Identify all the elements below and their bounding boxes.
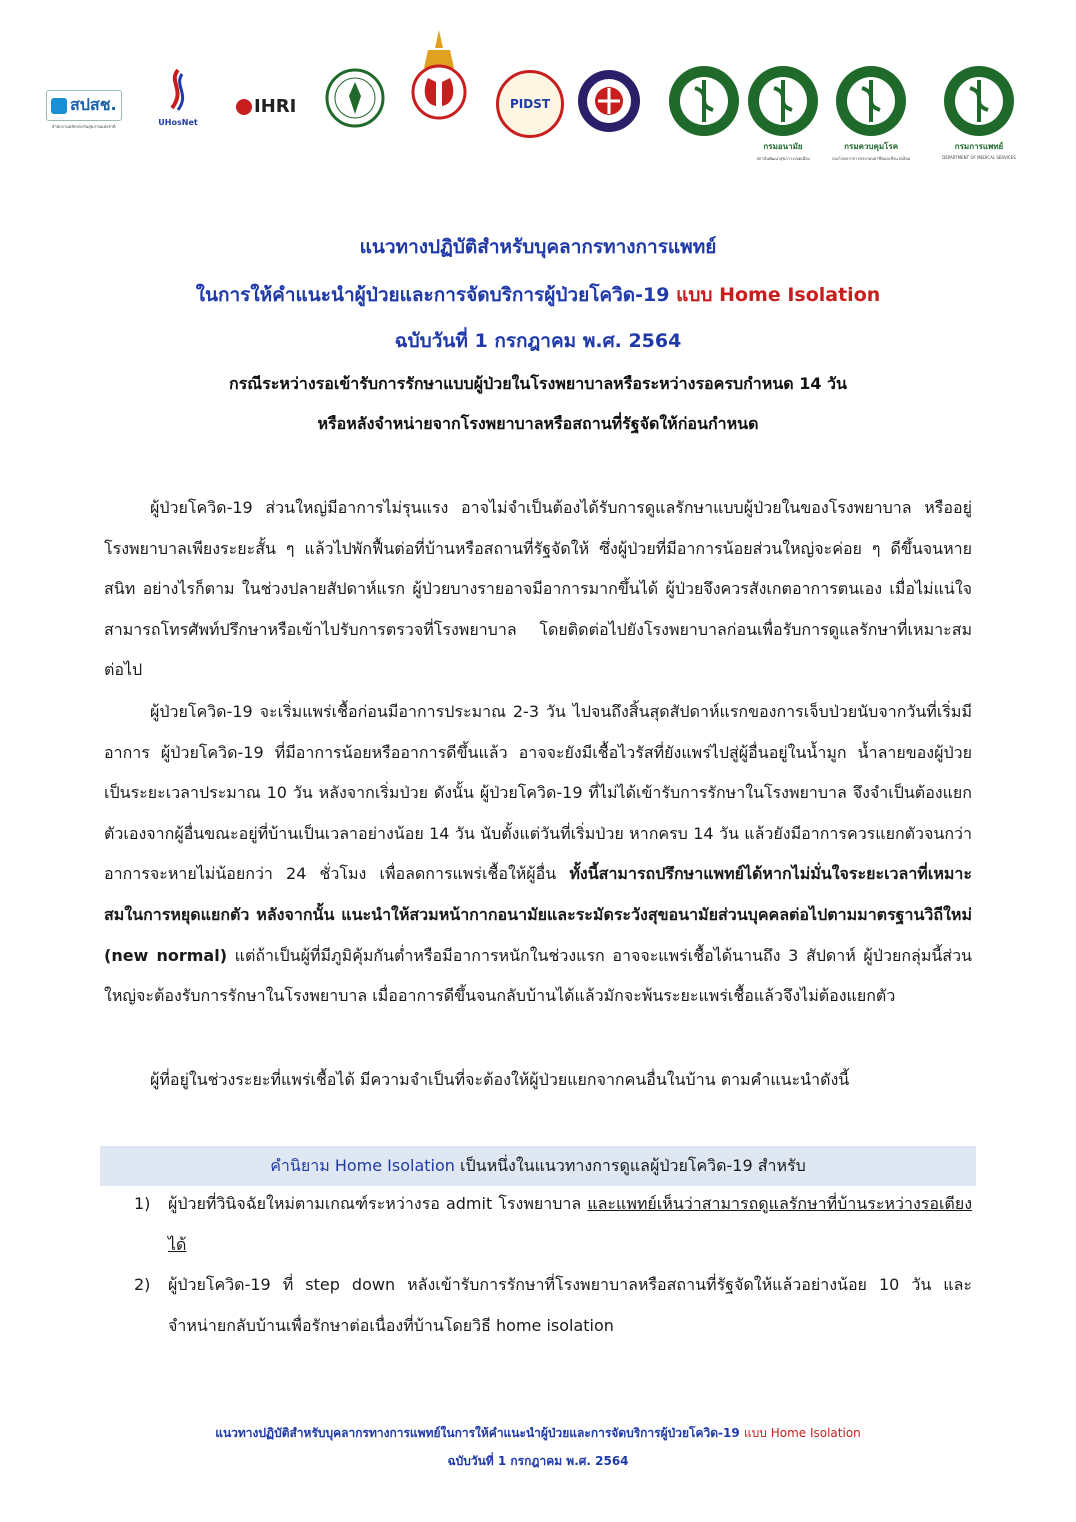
thoracic-society-logo (408, 28, 470, 128)
definition-bar (100, 1146, 976, 1186)
nhso-logo-text: สปสช. (70, 95, 117, 114)
logo-row (40, 28, 1040, 161)
list-item-text: ผู้ป่วยโควิด-19 ที่ step down หลังเข้ารับการรักษาที่โรงพยาบาลหรือสถานที่รัฐจัดให้แล้วอย่างน้อย 10 วัน และจำหน่ายกลับบ้านเพื่อรักษาต่อเนื่องที่บ้านโดยวิธี home isolation (168, 1275, 972, 1335)
ihri-circle-icon (236, 99, 252, 115)
ihri-logo (236, 96, 296, 117)
paragraph-3 (104, 1060, 972, 1101)
ihri-logo-text: IHRI (254, 96, 297, 117)
anamai-logo-text: กรมอนามัย (763, 142, 803, 151)
footer-line-1-red: แบบ Home Isolation (743, 1426, 861, 1440)
title-line-2-red: แบบ Home Isolation (676, 284, 881, 306)
infectious-emblem-icon (576, 68, 642, 134)
definition-label: คำนิยาม Home Isolation (270, 1156, 455, 1175)
nhso-logo-subtext: สำนักงานหลักประกันสุขภาพแห่งชาติ (51, 124, 116, 129)
ddc-emblem-icon (834, 64, 908, 138)
nhso-logo (46, 90, 122, 130)
anamai-logo-subtext: สถาบันพัฒนาสุขภาวะเขตเมือง (756, 156, 810, 161)
ddc-logo (832, 64, 910, 162)
pidst-logo (496, 70, 564, 138)
definition-rest: เป็นหนึ่งในแนวทางการดูแลผู้ป่วยโควิด-19 สำหรับ (460, 1156, 806, 1175)
anamai-logo (746, 64, 820, 162)
subtitle-line-2: หรือหลังจำหน่ายจากโรงพยาบาลหรือสถานที่รัฐจัดให้ก่อนกำหนด (317, 414, 759, 433)
dms-emblem-icon (942, 64, 1016, 138)
paragraph-2 (104, 692, 972, 1017)
paragraph-2-text-c: แต่ถ้าเป็นผู้ที่มีภูมิคุ้มกันต่ำหรือมีอาการหนักในช่วงแรก อาจจะแพร่เชื้อได้นานถึง 3 สัปดาห์ ผู้ป่วยกลุ่มนี้ส่วนใหญ่จะต้องรับการรักษาในโรงพยาบาล เมื่ออาการดีขึ้นจนกลับบ้านได้แล้วมักจะพ้นระยะแพร่เชื้อแล้วจึงไม่ต้องแยกตัว (104, 945, 972, 1006)
dms-logo (942, 64, 1016, 160)
uhosnet-ribbon-icon (158, 68, 198, 116)
subtitle-line-1: กรณีระหว่างรอเข้ารับการรักษาแบบผู้ป่วยในโรงพยาบาลหรือระหว่างรอครบกำหนด 14 วัน (229, 374, 847, 393)
uhosnet-logo (158, 68, 198, 127)
list-item-body (168, 1184, 972, 1265)
title-line-1: แนวทางปฏิบัติสำหรับบุคลากรทางการแพทย์ (359, 236, 717, 258)
pidst-logo-text: PIDST (509, 97, 551, 111)
title-line-3: ฉบับวันที่ 1 กรกฎาคม พ.ศ. 2564 (394, 330, 682, 352)
nhso-cross-icon (51, 98, 67, 114)
ddc-logo-subtext: กองโรคจากการประกอบอาชีพและสิ่งแวดล้อม (832, 156, 911, 161)
list-item (134, 1265, 972, 1346)
moph-logo (667, 64, 741, 138)
anamai-emblem-icon (746, 64, 820, 138)
paragraph-2-text-bold: ทั้งนี้สามารถปรึกษาแพทย์ได้หากไม่มั่นใจระยะเวลาที่เหมาะสมในการหยุดแยกตัว หลังจากนั้น แนะนำให้สวมหน้ากากอนามัยและระมัดระวังสุขอนามัยส่วนบุคคลต่อไปตามมาตรฐานวิถีใหม่ (new normal) (104, 864, 972, 965)
footer-line-2: ฉบับวันที่ 1 กรกฎาคม พ.ศ. 2564 (447, 1454, 629, 1468)
paragraph-1 (104, 488, 972, 691)
paragraph-1-text: ผู้ป่วยโควิด-19 ส่วนใหญ่มีอาการไม่รุนแรง อาจไม่จำเป็นต้องได้รับการดูแลรักษาแบบผู้ป่วยในของโรงพยาบาล หรืออยู่โรงพยาบาลเพียงระยะสั้น ๆ แล้วไปพักฟื้นต่อที่บ้านหรือสถานที่รัฐจัดให้ ซึ่งผู้ป่วยที่มีอาการน้อยส่วนใหญ่จะค่อย ๆ ดีขึ้นจนหายสนิท อย่างไรก็ตาม ในช่วงปลายสัปดาห์แรก ผู้ป่วยบางรายอาจมีอาการมากขึ้นได้ ผู้ป่วยจึงควรสังเกตอาการตนเอง เมื่อไม่แน่ใจสามารถโทรศัพท์ปรึกษาหรือเข้าไปรับการตรวจที่โรงพยาบาล โดยติดต่อไปยังโรงพยาบาลก่อนเพื่อรับการดูแลรักษาที่เหมาะสมต่อไป (104, 498, 972, 680)
title-line-2 (0, 280, 1076, 310)
list-item-body (168, 1265, 972, 1346)
ddc-logo-text: กรมควบคุมโรค (844, 142, 899, 151)
thoracic-emblem-icon (408, 28, 470, 128)
paragraph-3-text: ผู้ที่อยู่ในช่วงระยะที่แพร่เชื้อได้ มีความจำเป็นที่จะต้องให้ผู้ป่วยแยกจากคนอื่นในบ้าน ตามคำแนะนำดังนี้ (150, 1070, 850, 1089)
title-line-2-blue: ในการให้คำแนะนำผู้ป่วยและการจัดบริการผู้ป่วยโควิด-19 (195, 284, 670, 306)
moph-emblem-icon (667, 64, 741, 138)
list-item-text: ผู้ป่วยที่วินิจฉัยใหม่ตามเกณฑ์ระหว่างรอ admit โรงพยาบาล (168, 1194, 582, 1213)
bma-logo (325, 68, 385, 128)
footer-line-1 (0, 1424, 1076, 1443)
paragraph-2-text-a: ผู้ป่วยโควิด-19 จะเริ่มแพร่เชื้อก่อนมีอาการประมาณ 2-3 วัน ไปจนถึงสิ้นสุดสัปดาห์แรกของการเจ็บป่วยนับจากวันที่เริ่มมีอาการ ผู้ป่วยโควิด-19 ที่มีอาการน้อยหรืออาการดีขึ้นแล้ว อาจจะยังมีเชื้อไวรัสที่ยังแพร่ไปสู่ผู้อื่นอยู่ในน้ำมูก น้ำลายของผู้ป่วยเป็นระยะเวลาประมาณ 10 วัน หลังจากเริ่มป่วย ดังนั้น ผู้ป่วยโควิด-19 ที่ไม่ได้เข้ารับการรักษาในโรงพยาบาล จึงจำเป็นต้องแยกตัวเองจากผู้อื่นขณะอยู่ที่บ้านเป็นเวลาอย่างน้อย 14 วัน นับตั้งแต่วันที่เริ่มป่วย หากครบ 14 วัน แล้วยังมีอาการควรแยกตัวจนกว่าอาการจะหายไม่น้อยกว่า 24 ชั่วโมง เพื่อลดการแพร่เชื้อให้ผู้อื่น (104, 702, 972, 884)
dms-logo-text: กรมการแพทย์ (954, 142, 1004, 151)
list-item-underlined-text: และแพทย์เห็นว่าสามารถดูแลรักษาที่บ้านระหว่างรอเตียงได้ (168, 1194, 972, 1254)
footer-line-1-blue: แนวทางปฏิบัติสำหรับบุคลากรทางการแพทย์ในการให้คำแนะนำผู้ป่วยและการจัดบริการผู้ป่วยโควิด-19 (215, 1426, 740, 1440)
dms-logo-subtext: DEPARTMENT OF MEDICAL SERVICES (942, 155, 1016, 160)
bma-emblem-icon (325, 68, 385, 128)
list-item (134, 1184, 972, 1265)
list-item-number: 1) (134, 1194, 151, 1213)
list-item-number: 2) (134, 1275, 151, 1294)
uhosnet-logo-text: UHosNet (158, 118, 198, 127)
infectious-society-logo (576, 68, 642, 134)
